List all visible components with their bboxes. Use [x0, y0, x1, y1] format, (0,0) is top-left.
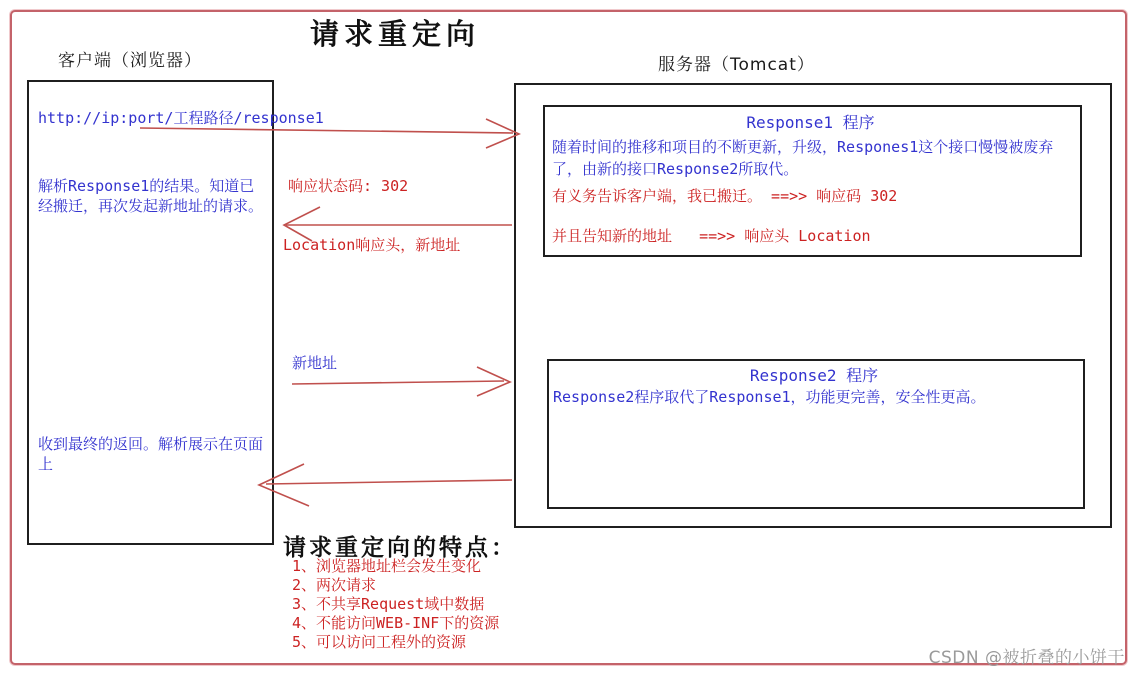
response1-status-notice: 有义务告诉客户端，我已搬迁。 ==>> 响应码 302 [552, 187, 898, 205]
new-address-label: 新地址 [292, 354, 338, 372]
response2-title: Response2 程序 [749, 366, 879, 385]
request-url-text: http://ip:port/工程路径/response1 [38, 109, 324, 127]
response2-description: Response2程序取代了Response1，功能更完善，安全性更高。 [553, 388, 986, 406]
features-list [292, 557, 499, 652]
watermark: CSDN @被折叠的小饼干 [928, 648, 1125, 668]
features-title: 请求重定向的特点： [283, 535, 517, 561]
feature-item-1: 1、浏览器地址栏会发生变化 [292, 557, 482, 575]
client-final-note: 收到最终的返回。解析展示在页面上 [38, 435, 264, 473]
server-zone-label: 服务器（Tomcat） [658, 55, 815, 75]
feature-item-2: 2、两次请求 [292, 576, 377, 594]
location-header-label: Location响应头，新地址 [283, 236, 461, 254]
response1-description: 随着时间的推移和项目的不断更新，升级，Respones1这个接口慢慢被废弃了，由新的接口Response2所取代。 [552, 138, 1054, 178]
client-zone-label: 客户端（浏览器） [58, 51, 202, 71]
feature-item-5: 5、可以访问工程外的资源 [292, 633, 467, 651]
feature-item-4: 4、不能访问WEB-INF下的资源 [292, 614, 500, 632]
response1-title: Response1 程序 [746, 113, 875, 132]
page-title: 请求重定向 [309, 17, 480, 51]
feature-item-3: 3、不共享Request域中数据 [292, 595, 485, 613]
client-box [27, 80, 274, 545]
response1-location-notice: 并且告知新的地址 ==>> 响应头 Location [552, 227, 871, 245]
client-parse-note: 解析Response1的结果。知道已经搬迁，再次发起新地址的请求。 [38, 177, 264, 215]
status-code-label: 响应状态码: 302 [288, 177, 409, 195]
